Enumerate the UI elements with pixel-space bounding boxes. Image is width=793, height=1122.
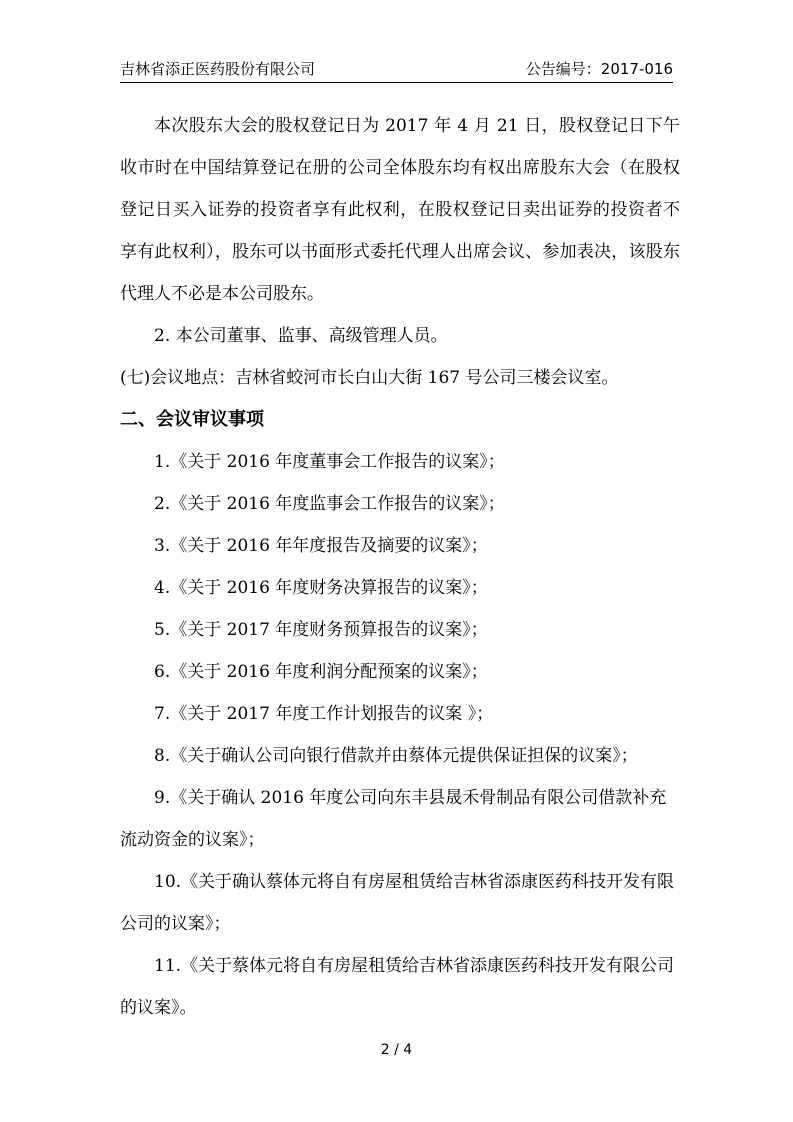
- paragraph-venue: (七)会议地点：吉林省蛟河市长白山大街 167 号公司三楼会议室。: [120, 368, 619, 388]
- agenda-item-5: 5.《关于 2017 年度财务预算报告的议案》；: [154, 620, 488, 640]
- agenda-item-2: 2.《关于 2016 年度监事会工作报告的议案》；: [154, 494, 505, 514]
- agenda-item-11: 11.《关于蔡体元将自有房屋租赁给吉林省添康医药科技开发有限公司的议案》。: [120, 956, 675, 1018]
- agenda-item-1: 1.《关于 2016 年度董事会工作报告的议案》；: [154, 452, 505, 472]
- agenda-item-4: 4.《关于 2016 年度财务决算报告的议案》；: [154, 578, 488, 598]
- section-title: 二、会议审议事项: [120, 409, 264, 430]
- agenda-item-9: 9.《关于确认 2016 年度公司向东丰县晟禾骨制品有限公司借款补充流动资金的议案》；: [120, 788, 667, 850]
- page-header: [120, 56, 673, 83]
- agenda-item-7: 7.《关于 2017 年度工作计划报告的议案 》；: [154, 704, 494, 724]
- agenda-item-3: 3.《关于 2016 年年度报告及摘要的议案》；: [154, 536, 488, 556]
- paragraph-attendees: 2. 本公司董事、监事、高级管理人员。: [154, 326, 448, 346]
- notice-number: 公告编号：2017-016: [525, 60, 673, 78]
- company-name: 吉林省添正医药股份有限公司: [120, 60, 316, 78]
- agenda-item-8: 8.《关于确认公司向银行借款并由蔡体元提供保证担保的议案》；: [154, 746, 638, 766]
- page-number: 2 / 4: [380, 1042, 413, 1058]
- document-body: [120, 105, 680, 1029]
- paragraph-registration: 本次股东大会的股权登记日为 2017 年 4 月 21 日，股权登记日下午收市时在中国结算登记在册的公司全体股东均有权出席股东大会（在股权登记日买入证券的投资者享有此权利，在股权登记日卖出证券的投资者不享有此权利），股东可以书面形式委托代理人出席会议、参加表决，该股东代理人不必是本公司股东。: [120, 116, 680, 304]
- agenda-item-10: 10.《关于确认蔡体元将自有房屋租赁给吉林省添康医药科技开发有限公司的议案》；: [120, 872, 675, 934]
- agenda-item-6: 6.《关于 2016 年度利润分配预案的议案》；: [154, 662, 488, 682]
